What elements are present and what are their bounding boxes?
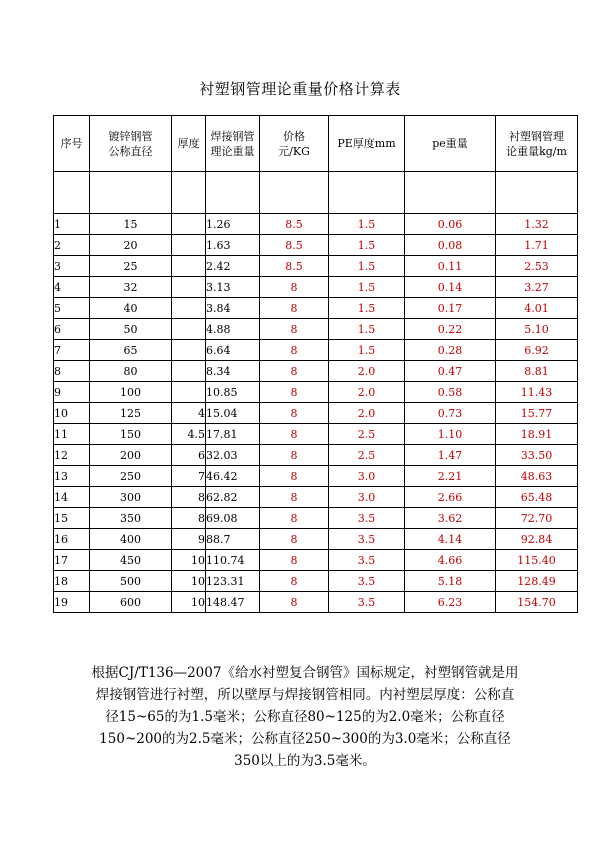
cell-nominal-diameter: 40 [90,298,172,319]
cell-total-weight: 5.10 [496,319,578,340]
cell-nominal-diameter: 250 [90,466,172,487]
cell-nominal-diameter: 100 [90,382,172,403]
header-pe-weight: pe重量 [405,116,496,172]
cell-thickness [172,382,206,403]
cell-pe-thickness: 3.5 [329,508,405,529]
cell-weld-weight: 46.42 [206,466,260,487]
cell-pe-weight: 0.73 [405,403,496,424]
cell-nominal-diameter: 400 [90,529,172,550]
cell-price: 8 [260,487,329,508]
cell-pe-thickness: 3.0 [329,466,405,487]
header-total-weight [496,116,578,172]
table-row [54,466,578,487]
table-row [54,298,578,319]
header-pe-thickness: PE厚度mm [329,116,405,172]
cell-thickness [172,361,206,382]
table-row [54,529,578,550]
cell-no: 17 [54,550,90,571]
cell-weld-weight: 10.85 [206,382,260,403]
cell-no: 9 [54,382,90,403]
header-price-line2: 元/KG [278,144,310,158]
cell-price: 8 [260,298,329,319]
cell-nominal-diameter: 50 [90,319,172,340]
cell-pe-thickness: 1.5 [329,298,405,319]
cell-no: 7 [54,340,90,361]
cell-price: 8 [260,529,329,550]
cell-pe-thickness: 1.5 [329,340,405,361]
cell-total-weight: 11.43 [496,382,578,403]
cell-total-weight: 128.49 [496,571,578,592]
cell-thickness: 8 [172,487,206,508]
cell-price: 8.5 [260,256,329,277]
cell-pe-weight: 4.66 [405,550,496,571]
header-thickness: 厚度 [172,116,206,172]
cell-pe-weight: 1.47 [405,445,496,466]
cell-total-weight: 65.48 [496,487,578,508]
table-row [54,550,578,571]
header-weld-line2: 理论重量 [210,144,255,158]
cell-weld-weight: 6.64 [206,340,260,361]
table-row [54,487,578,508]
cell-thickness [172,256,206,277]
cell-total-weight: 33.50 [496,445,578,466]
cell-price: 8.5 [260,235,329,256]
cell-pe-thickness: 2.0 [329,403,405,424]
cell-total-weight: 48.63 [496,466,578,487]
cell-pe-thickness: 2.0 [329,382,405,403]
cell-no: 3 [54,256,90,277]
cell-thickness [172,319,206,340]
cell-no: 19 [54,592,90,613]
cell-pe-thickness: 3.5 [329,571,405,592]
blank-cell [329,172,405,214]
cell-total-weight: 154.70 [496,592,578,613]
table-row [54,340,578,361]
cell-thickness: 6 [172,445,206,466]
table-row [54,235,578,256]
cell-no: 18 [54,571,90,592]
cell-nominal-diameter: 200 [90,445,172,466]
cell-pe-thickness: 2.5 [329,445,405,466]
cell-pe-thickness: 1.5 [329,235,405,256]
cell-price: 8 [260,424,329,445]
cell-no: 4 [54,277,90,298]
cell-total-weight: 4.01 [496,298,578,319]
cell-pe-weight: 3.62 [405,508,496,529]
cell-no: 16 [54,529,90,550]
cell-price: 8 [260,592,329,613]
cell-pe-weight: 0.06 [405,214,496,235]
cell-pe-weight: 0.08 [405,235,496,256]
cell-pe-thickness: 3.0 [329,487,405,508]
cell-nominal-diameter: 150 [90,424,172,445]
table-row [54,382,578,403]
cell-thickness: 4 [172,403,206,424]
header-nominal-diameter [90,116,172,172]
table-row [54,508,578,529]
cell-pe-thickness: 1.5 [329,319,405,340]
cell-thickness [172,235,206,256]
cell-weld-weight: 4.88 [206,319,260,340]
cell-no: 5 [54,298,90,319]
header-weld-weight [206,116,260,172]
cell-price: 8.5 [260,214,329,235]
header-row [54,116,578,172]
cell-pe-weight: 0.47 [405,361,496,382]
cell-pe-weight: 2.21 [405,466,496,487]
table-row [54,256,578,277]
cell-total-weight: 2.53 [496,256,578,277]
blank-cell [206,172,260,214]
table-row [54,277,578,298]
cell-pe-weight: 0.22 [405,319,496,340]
cell-pe-weight: 4.14 [405,529,496,550]
cell-nominal-diameter: 450 [90,550,172,571]
cell-price: 8 [260,340,329,361]
cell-weld-weight: 88.7 [206,529,260,550]
cell-total-weight: 15.77 [496,403,578,424]
cell-thickness: 9 [172,529,206,550]
cell-total-weight: 1.71 [496,235,578,256]
cell-pe-weight: 0.28 [405,340,496,361]
blank-cell [405,172,496,214]
cell-total-weight: 6.92 [496,340,578,361]
cell-price: 8 [260,361,329,382]
table-row [54,403,578,424]
blank-cell [260,172,329,214]
table-body [54,214,578,613]
cell-nominal-diameter: 20 [90,235,172,256]
cell-total-weight: 72.70 [496,508,578,529]
cell-weld-weight: 32.03 [206,445,260,466]
cell-thickness [172,214,206,235]
cell-nominal-diameter: 15 [90,214,172,235]
cell-nominal-diameter: 350 [90,508,172,529]
cell-price: 8 [260,466,329,487]
cell-no: 10 [54,403,90,424]
standard-note: 根据CJ/T136—2007《给水衬塑复合钢管》国标规定，衬塑钢管就是用焊接钢管进行衬塑，所以壁厚与焊接钢管相同。内衬塑层厚度：公称直径15~65的为1.5毫米；公称直径80~125的为2.0毫米；公称直径150~200的为2.5毫米；公称直径250~300的为3.0毫米；公称直径350以上的为3.5毫米。 [91,665,519,769]
cell-thickness: 8 [172,508,206,529]
page-title: 衬塑钢管理论重量价格计算表 [199,80,401,98]
cell-price: 8 [260,403,329,424]
header-total-line1: 衬塑钢管理 [509,129,564,143]
cell-weld-weight: 1.26 [206,214,260,235]
cell-no: 15 [54,508,90,529]
cell-nominal-diameter: 80 [90,361,172,382]
header-price [260,116,329,172]
cell-weld-weight: 62.82 [206,487,260,508]
cell-pe-weight: 1.10 [405,424,496,445]
table-row [54,319,578,340]
header-price-line1: 价格 [283,129,305,143]
cell-no: 14 [54,487,90,508]
cell-weld-weight: 17.81 [206,424,260,445]
cell-no: 8 [54,361,90,382]
blank-cell [496,172,578,214]
cell-no: 13 [54,466,90,487]
cell-pe-weight: 0.14 [405,277,496,298]
cell-nominal-diameter: 32 [90,277,172,298]
cell-no: 2 [54,235,90,256]
cell-weld-weight: 3.13 [206,277,260,298]
cell-price: 8 [260,445,329,466]
cell-price: 8 [260,571,329,592]
cell-nominal-diameter: 500 [90,571,172,592]
cell-no: 11 [54,424,90,445]
cell-thickness [172,277,206,298]
cell-total-weight: 115.40 [496,550,578,571]
cell-price: 8 [260,508,329,529]
table-row [54,445,578,466]
cell-nominal-diameter: 25 [90,256,172,277]
cell-weld-weight: 8.34 [206,361,260,382]
header-dn-line2: 公称直径 [108,144,153,158]
cell-price: 8 [260,319,329,340]
cell-pe-weight: 0.17 [405,298,496,319]
blank-row [54,172,578,214]
cell-nominal-diameter: 125 [90,403,172,424]
cell-total-weight: 8.81 [496,361,578,382]
cell-price: 8 [260,277,329,298]
cell-weld-weight: 148.47 [206,592,260,613]
cell-weld-weight: 1.63 [206,235,260,256]
cell-price: 8 [260,382,329,403]
cell-nominal-diameter: 65 [90,340,172,361]
cell-no: 6 [54,319,90,340]
cell-weld-weight: 3.84 [206,298,260,319]
table-row [54,571,578,592]
cell-pe-thickness: 1.5 [329,256,405,277]
cell-thickness: 10 [172,571,206,592]
table-row [54,361,578,382]
cell-no: 1 [54,214,90,235]
cell-pe-weight: 0.11 [405,256,496,277]
blank-cell [90,172,172,214]
cell-thickness: 10 [172,550,206,571]
cell-pe-thickness: 3.5 [329,529,405,550]
cell-total-weight: 1.32 [496,214,578,235]
cell-total-weight: 3.27 [496,277,578,298]
cell-total-weight: 18.91 [496,424,578,445]
cell-thickness: 7 [172,466,206,487]
cell-no: 12 [54,445,90,466]
cell-price: 8 [260,550,329,571]
header-total-line2: 论重量kg/m [506,144,567,158]
cell-weld-weight: 15.04 [206,403,260,424]
cell-pe-thickness: 3.5 [329,592,405,613]
table-row [54,592,578,613]
table-row [54,214,578,235]
cell-nominal-diameter: 300 [90,487,172,508]
cell-thickness [172,298,206,319]
cell-pe-weight: 0.58 [405,382,496,403]
header-dn-line1: 镀锌钢管 [108,129,153,143]
cell-pe-thickness: 2.5 [329,424,405,445]
header-weld-line1: 焊接钢管 [210,129,255,143]
blank-cell [54,172,90,214]
cell-pe-weight: 2.66 [405,487,496,508]
blank-cell [172,172,206,214]
cell-pe-weight: 6.23 [405,592,496,613]
table-row [54,424,578,445]
cell-weld-weight: 2.42 [206,256,260,277]
cell-weld-weight: 110.74 [206,550,260,571]
cell-thickness: 10 [172,592,206,613]
cell-thickness: 4.5 [172,424,206,445]
header-no: 序号 [54,116,90,172]
cell-pe-thickness: 1.5 [329,277,405,298]
cell-pe-thickness: 3.5 [329,550,405,571]
cell-weld-weight: 123.31 [206,571,260,592]
cell-total-weight: 92.84 [496,529,578,550]
cell-pe-thickness: 2.0 [329,361,405,382]
cell-nominal-diameter: 600 [90,592,172,613]
price-table [53,115,578,613]
cell-pe-weight: 5.18 [405,571,496,592]
cell-thickness [172,340,206,361]
cell-weld-weight: 69.08 [206,508,260,529]
cell-pe-thickness: 1.5 [329,214,405,235]
